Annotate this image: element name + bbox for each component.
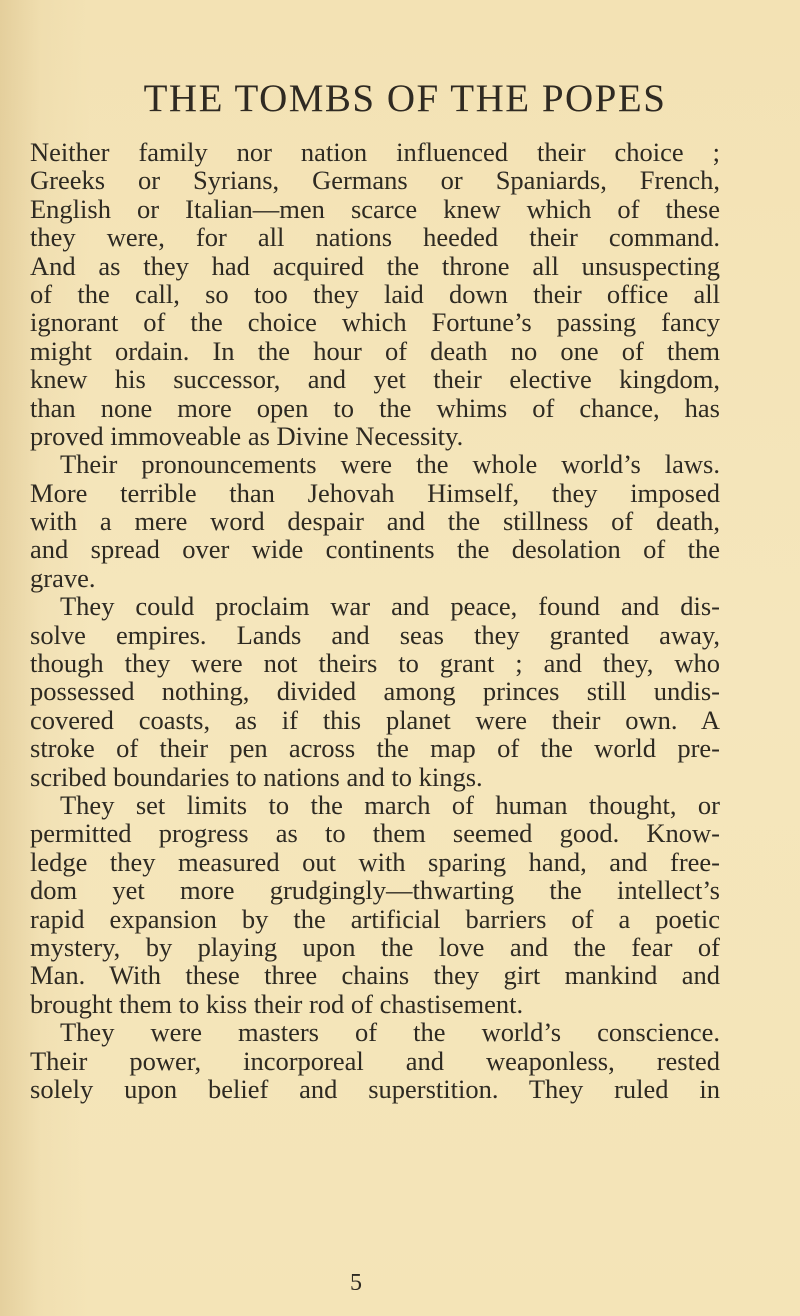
text-line: possessed nothing, divided among princes still undis-	[30, 676, 720, 707]
text-line: knew his successor, and yet their elective kingdom,	[30, 364, 720, 395]
text-line: They set limits to the march of human thought, or	[60, 789, 720, 820]
text-line: they were, for all nations heeded their command.	[30, 222, 720, 253]
paragraph-3	[30, 592, 720, 791]
text-line: and spread over wide continents the desolation of the	[30, 534, 720, 565]
text-line: of the call, so too they laid down their office all	[30, 278, 720, 309]
text-line: Neither family nor nation influenced their choice ;	[30, 137, 720, 167]
page-number: 5	[350, 1270, 362, 1296]
text-line: More terrible than Jehovah Himself, they imposed	[30, 477, 720, 508]
text-line: English or Italian—men scarce knew which of these	[30, 193, 720, 224]
text-line: solve empires. Lands and seas they granted away,	[30, 619, 720, 650]
text-line: with a mere word despair and the stillness of death,	[30, 506, 720, 537]
text-line: They could proclaim war and peace, found and dis-	[60, 591, 720, 622]
text-line: Their pronouncements were the whole world’s laws.	[60, 449, 720, 480]
text-line: Their power, incorporeal and weaponless, rested	[30, 1045, 720, 1076]
text-line: covered coasts, as if this planet were their own. A	[30, 704, 720, 735]
paragraph-5	[30, 1018, 720, 1103]
paragraph-4	[30, 791, 720, 1018]
paragraph-1	[30, 138, 720, 450]
body-text	[30, 138, 720, 1103]
text-line: might ordain. In the hour of death no one of them	[30, 335, 720, 366]
text-line: proved immoveable as Divine Necessity.	[30, 420, 464, 451]
text-line: They were masters of the world’s conscience.	[60, 1017, 720, 1048]
text-line: dom yet more grudgingly—thwarting the intellect’s	[30, 875, 720, 906]
text-line: ledge they measured out with sparing hand, and free-	[30, 846, 720, 877]
text-line: brought them to kiss their rod of chastisement.	[30, 988, 524, 1019]
text-line: Greeks or Syrians, Germans or Spaniards, French,	[30, 165, 720, 196]
text-line: than none more open to the whims of chance, has	[30, 392, 720, 423]
text-line: mystery, by playing upon the love and the fear of	[30, 931, 720, 962]
text-line: rapid expansion by the artificial barriers of a poetic	[30, 903, 720, 934]
text-line: though they were not theirs to grant ; and they, who	[30, 648, 720, 679]
paragraph-2	[30, 450, 720, 592]
text-line: Man. With these three chains they girt mankind and	[30, 960, 720, 991]
running-head: THE TOMBS OF THE POPES	[143, 77, 667, 120]
text-line: scribed boundaries to nations and to kings.	[30, 761, 483, 792]
text-line: stroke of their pen across the map of the world pre-	[30, 733, 720, 764]
text-line: permitted progress as to them seemed good. Know-	[30, 818, 720, 849]
text-line: solely upon belief and superstition. They ruled in	[30, 1073, 720, 1104]
text-line: And as they had acquired the throne all unsuspecting	[30, 250, 720, 281]
text-line: ignorant of the choice which Fortune’s passing fancy	[30, 307, 720, 338]
text-line: grave.	[30, 562, 96, 593]
